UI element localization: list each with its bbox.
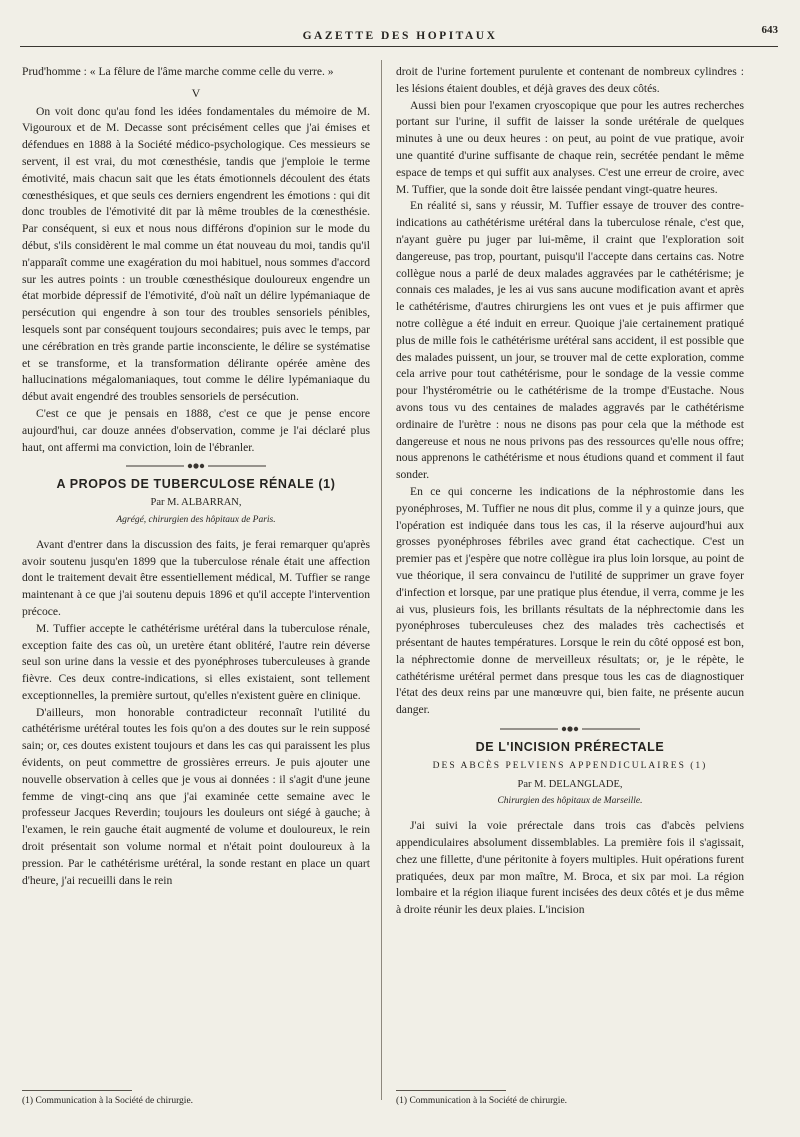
footnote: (1) Communication à la Société de chirurgie. [396,1096,568,1106]
continued-text: droit de l'urine fortement purulente et contenant de nombreux cylindres : les lésions étaient doubles, et déjà graves des deux côtés. [396,65,744,95]
paragraph: J'ai suivi la voie prérectale dans trois cas d'abcès pelviens appendiculaires absolument dissemblables. La première fois il s'agissait, chez une fillette, d'une péritonite à foyers multiples. Huit opérations furent pratiquées, deux par mon maître, M. Broca, et six par moi. La région lombaire et la région iliaque furent incisées des deux côtés et je dus même à droite réunir les deux plaies. L'incision [396,819,744,917]
footnote: (1) Communication à la Société de chirurgie. [22,1096,194,1106]
section-number: V [191,85,201,100]
ornament-divider-icon [126,462,266,470]
paragraph: M. Tuffier accepte le cathétérisme urétéral dans la tuberculose rénale, exception faite des cas où, un uretère étant oblitéré, l'autre rein déverse seul son urine dans la vessie et des pyonéphroses tuberculeuses à grande fièvre. Ces deux contre-indications, si elles existaient, sont tellement exceptionnelles, la première surtout, qu'elles n'existent guère en clinique. [22,621,370,702]
left-column [22,64,370,889]
page-number: 643 [761,24,778,36]
continued-text: Prud'homme : « La fêlure de l'âme marche comme celle du verre. » [22,65,334,78]
paragraph: C'est ce que je pensais en 1888, c'est ce que je pense encore aujourd'hui, car douze années d'observation, comme je l'ai déclaré plus haut, ont affermi ma conviction, loin de l'ébranler. [22,406,370,454]
paragraph: En ce qui concerne les indications de la néphrostomie dans les pyonéphroses, M. Tuffier ne nous dit plus, comme il y a quinze jours, que l'opération est indiquée dans tous les cas, il la réserve aujourd'hui aux grosses pyonéphroses fébriles avec grand état cachectique. C'est un premier pas et j'espère que notre collègue ira plus loin lorsque, au point de vue théorique, il sera convaincu de l'utilité de supprimer un grave foyer d'infection et lorsque, par une pratique plus étendue, il verra, comme je les ai vus, plusieurs fois, les brillants résultats de la néphrectomie dans les pyonéphroses tuberculeuses chez des malades très cachectisés et présentant de hautes températures. Lorsque le rein du côté opposé est bon, la néphrectomie donne de merveilleux résultats; or, je le répète, le cathétérisme urétéral permet dans presque tous les cas de diagnostiquer l'état des deux reins par une manœuvre qui, bien faite, ne présente aucun danger. [396,484,744,717]
column-divider [381,60,382,1100]
article-title: DE L'INCISION PRÉRECTALE [475,740,665,755]
left-footnote-area [22,1082,370,1108]
paragraph: Avant d'entrer dans la discussion des faits, je ferai remarquer qu'après avoir soutenu jusqu'en 1899 que la tuberculose rénale était une affection dont le traitement devait être essentiellement médical, M. Tuffier se range maintenant à ce que j'ai soutenu depuis 1896 et qu'il accepte l'intervention précoce. [22,537,370,618]
article-subtitle: DES ABCÈS PELVIENS APPENDICULAIRES (1) [432,760,708,771]
right-column [396,64,744,919]
paragraph: D'ailleurs, mon honorable contradicteur reconnaît l'utilité du cathétérisme urétéral toutes les fois qu'on a des doutes sur le rein supposé sain; or, ces doutes existent toujours et dans les cas qui paraissent les plus évidents, on peut commettre de grossières erreurs. Je puis ajouter une nouvelle observation à celles que je vous ai données : il s'agit d'une jeune femme de vingt-cinq ans que j'ai examinée cette semaine avec le professeur Jacques Reverdin; toujours les douleurs ont siégé à gauche; à l'examen, le rein gauche était augmenté de volume et douloureux, le rein droit présentait son volume normal et n'était point douloureux à la pression. Par le cathétérisme urétéral, la sonde restant en place un quart d'heure, j'ai recueilli dans le rein [22,705,370,887]
article-author: Par M. ALBARRAN, [150,497,242,509]
ornament-divider-icon [500,725,640,733]
article-affiliation: Agrégé, chirurgien des hôpitaux de Paris. [116,514,276,525]
footnote-rule [22,1090,132,1091]
journal-title: GAZETTE DES HOPITAUX [302,30,498,42]
paragraph: On voit donc qu'au fond les idées fondamentales du mémoire de M. Vigouroux et de M. Decasse sont précisément celles que j'ai émises et défendues en 1888 à la Société médico-psychologique. Ces messieurs se servent, il est vrai, du mot cœnesthésie, tandis que j'emploie le terme émotivité, mais chacun sait que les états émotionnels découlent des états cœnesthésiques, et que seuls ces derniers engendrent les émotions : qui dit donc troubles de l'émotivité dit par là même troubles de la cœnesthésie. Par conséquent, si eux et nous nous différons d'opinion sur le mode du début, s'ils considèrent le mal comme un état nouveau du moi, tandis qu'il n'apparaît comme une exagération du moi habituel, nous sommes d'accord sur les autres points : un trouble cœnesthésique douloureux engendre un état morbide dépressif de l'émotivité, d'où naît un délire lypémaniaque de persécution qui engendre à son tour des troubles sensoriels pénibles, lesquels sont par conséquent toujours secondaires; puis avec le temps, par une cérébration en très grande partie inconsciente, le délire se systématise et se transforme, et la transformation délirante opérée amène des hallucinations mégalomaniaques, tout comme le délire lypémaniaque du début avait engendré des troubles sensoriels de persécution. [22,104,370,404]
right-footnote-area [396,1082,744,1108]
article-affiliation: Chirurgien des hôpitaux de Marseille. [497,796,643,807]
header-rule [20,46,778,47]
footnote-rule [396,1090,506,1091]
article-title: A PROPOS DE TUBERCULOSE RÉNALE (1) [56,477,336,492]
paragraph: En réalité si, sans y réussir, M. Tuffier essaye de trouver des contre-indications au cathétérisme urétéral dans la tuberculose rénale, c'est que, n'ayant guère pu juger par lui-même, il craint que l'exploration soit dangereuse, pas trop, pourtant, puisqu'il l'accepte dans certains cas. Notre collègue nous a parlé de deux malades aggravées par le cathétérisme; je connais ces malades, je les ai vus sans aucune modification avant et après le cathétérisme, d'autres chirurgiens les ont vues et je puis affirmer que notre collègue a été induit en erreur. Quoique j'aie certainement pratiqué plus de mille fois le cathétérisme urétéral sans accident, il est possible que des malades puissent, un jour, se trouver mal de cette exploration, comme cela arrive pour tout cathétérisme, pour le sondage de la vessie comme pour l'hystérométrie ou le cathétérisme de la trompe d'Eustache. Nous avons tous vu des centaines de malades aggravés par le cathétérisme ordinaire de l'urètre : nous ne disons pas pour cela que la méthode est dangereuse et nous ne nous privons pas des ressources qu'elle nous offre; nous apprenons le cathétérisme et nous étudions quand et comment il faut sonder. [396,199,744,482]
paragraph: Aussi bien pour l'examen cryoscopique que pour les autres recherches portant sur l'urine, il suffit de laisser la sonde urétérale de quelques minutes à une ou deux heures : on peut, au point de vue pratique, avoir une quantité d'urine suffisante de chaque rein, secrétée pendant le même espace de temps et qui suffit aux analyses. C'est une erreur de croire, avec M. Tuffier, que la sonde doit être laissée pendant vingt-quatre heures. [396,98,744,196]
article-author: Par M. DELANGLADE, [517,778,623,790]
